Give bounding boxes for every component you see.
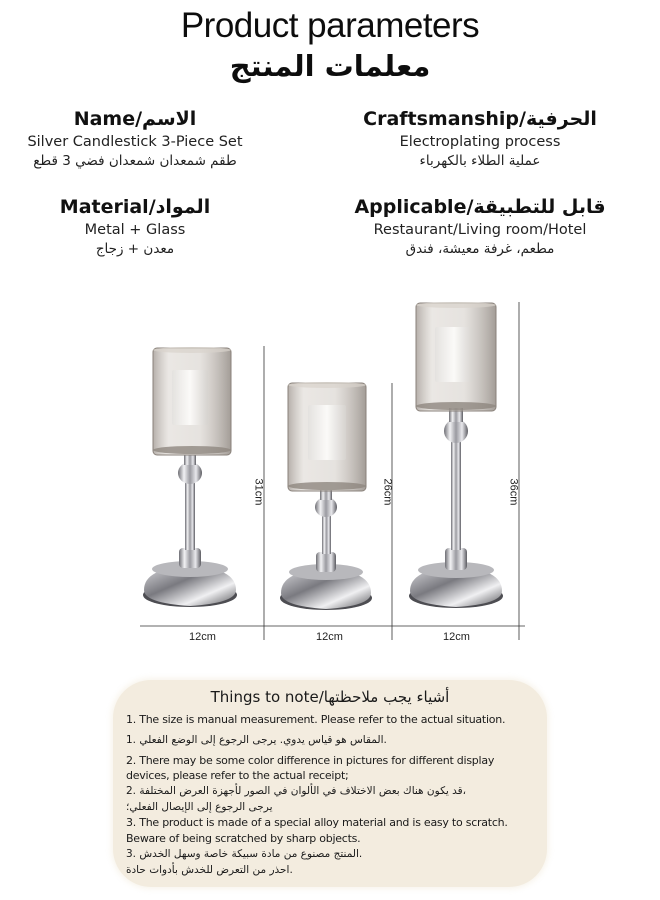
notes-title: Things to note/أشياء يجب ملاحظتها xyxy=(210,688,450,706)
param-name-value-en: Silver Candlestick 3-Piece Set xyxy=(27,134,243,150)
param-name-heading: Name/الاسم xyxy=(73,108,197,130)
width-label-1: 12cm xyxy=(189,631,216,643)
param-material-value-en: Metal + Glass xyxy=(84,222,186,238)
param-name-value-ar: طقم شمعدان شمعدان فضي 3 قطع xyxy=(33,153,237,169)
note-line: 3. The product is made of a special alloy material and is easy to scratch. xyxy=(126,816,508,829)
param-material xyxy=(0,194,285,259)
width-label-2: 12cm xyxy=(316,631,343,643)
candlestick-31cm xyxy=(143,347,237,607)
param-material-value-ar: معدن + زجاج xyxy=(95,241,175,257)
param-material-heading: Material/المواد xyxy=(59,196,211,218)
param-applicable xyxy=(330,194,630,259)
note-line: 2. قد يكون هناك بعض الاختلاف في الألوان في الصور لأجهزة العرض المختلفة، xyxy=(126,785,467,797)
param-applicable-value-en: Restaurant/Living room/Hotel xyxy=(373,222,587,238)
notes-box xyxy=(113,680,547,887)
width-label-3: 12cm xyxy=(443,631,470,643)
height-label-2: 26cm xyxy=(381,478,394,506)
param-craftsmanship-value-en: Electroplating process xyxy=(399,134,561,150)
note-line: احذر من التعرض للخدش بأدوات حادة. xyxy=(126,864,293,876)
note-line: 1. المقاس هو قياس يدوي. يرجى الرجوع إلى الوضع الفعلي. xyxy=(126,734,387,746)
product-photo xyxy=(130,290,530,655)
candlestick-36cm xyxy=(409,302,503,608)
note-line: 3. المنتج مصنوع من مادة سبيكة خاصة وسهل الخدش. xyxy=(126,848,363,860)
note-line: Beware of being scratched by sharp objects. xyxy=(126,832,361,845)
param-craftsmanship-value-ar: عملية الطلاء بالكهرباء xyxy=(419,153,541,169)
note-line: devices, please refer to the actual receipt; xyxy=(126,769,349,782)
param-name xyxy=(0,106,285,171)
note-line: يرجى الرجوع إلى الإيصال الفعلي؛ xyxy=(126,801,273,813)
param-applicable-value-ar: مطعم، غرفة معيشة، فندق xyxy=(405,241,555,257)
height-label-3: 36cm xyxy=(507,478,520,506)
param-craftsmanship-heading: Craftsmanship/الحرفية xyxy=(363,108,597,130)
candlestick-set-illustration xyxy=(130,290,530,655)
note-line: 1. The size is manual measurement. Please refer to the actual situation. xyxy=(126,713,506,726)
note-line: 2. There may be some color difference in pictures for different display xyxy=(126,754,495,767)
page-title-en: Product parameters xyxy=(180,6,480,45)
candlestick-26cm xyxy=(280,382,372,610)
page-title-ar: معلمات المنتج xyxy=(229,49,431,83)
param-craftsmanship xyxy=(330,106,630,171)
param-applicable-heading: Applicable/قابل للتطبيقة xyxy=(354,196,606,218)
height-label-1: 31cm xyxy=(252,478,265,506)
